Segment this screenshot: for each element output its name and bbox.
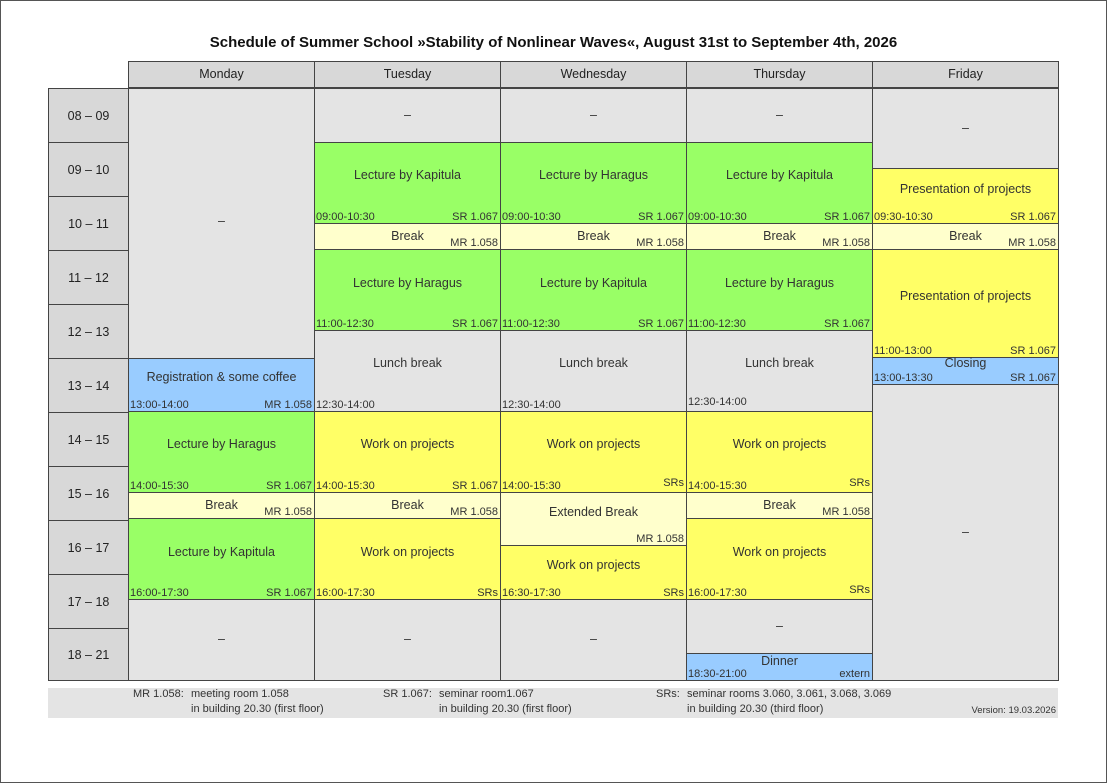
event-title: Lecture by Kapitula	[167, 545, 275, 559]
time-slot: 12 – 13	[48, 304, 129, 359]
event-wednesday-extended-break	[500, 492, 687, 546]
event-thursday-projects	[686, 411, 873, 493]
event-friday-free	[872, 88, 1059, 169]
event-room: MR 1.058	[636, 237, 684, 249]
event-room: SRs	[477, 587, 498, 599]
legend-mr-code: MR 1.058:	[133, 688, 184, 700]
event-title: Lecture by Haragus	[352, 276, 463, 290]
event-title: Work on projects	[732, 545, 827, 559]
event-title: Work on projects	[360, 545, 455, 559]
legend-srs-line1: seminar rooms 3.060, 3.061, 3.068, 3.069	[687, 688, 892, 700]
event-time: 16:00-17:30	[130, 587, 189, 599]
event-room: SR 1.067	[638, 318, 684, 330]
event-title: –	[590, 632, 597, 646]
event-room: SRs	[849, 477, 870, 489]
event-title: Break	[205, 498, 238, 512]
event-time: 14:00-15:30	[688, 480, 747, 492]
event-friday-presentation-late	[872, 249, 1059, 358]
event-title: Lecture by Kapitula	[353, 168, 461, 182]
event-tuesday-evening	[314, 599, 501, 681]
event-tuesday-lunch	[314, 330, 501, 412]
event-title: Break	[763, 229, 796, 243]
event-room: MR 1.058	[822, 506, 870, 518]
event-room: SR 1.067	[1010, 211, 1056, 223]
event-title: Registration & some coffee	[146, 370, 297, 384]
time-slot: 18 – 21	[48, 628, 129, 681]
event-monday-evening	[128, 599, 315, 681]
event-time: 11:00-12:30	[502, 318, 560, 330]
event-time: 09:00-10:30	[502, 211, 561, 223]
event-monday-lecture-haragus	[128, 411, 315, 493]
event-title: Break	[763, 498, 796, 512]
event-room: MR 1.058	[264, 399, 312, 411]
event-title: –	[776, 108, 783, 122]
event-tuesday-lecture-kapitula	[314, 142, 501, 224]
event-title: Break	[391, 229, 424, 243]
event-room: SR 1.067	[824, 211, 870, 223]
event-thursday-break-afternoon	[686, 492, 873, 519]
event-title: –	[590, 108, 597, 122]
legend-srs-code: SRs:	[656, 688, 680, 700]
event-title: –	[218, 214, 225, 228]
event-title: Closing	[944, 356, 987, 370]
day-header-wednesday: Wednesday	[500, 61, 687, 88]
event-room: MR 1.058	[636, 533, 684, 545]
event-room: SR 1.067	[452, 318, 498, 330]
event-title: Lecture by Haragus	[166, 437, 277, 451]
time-slot: 11 – 12	[48, 250, 129, 305]
event-wednesday-projects	[500, 411, 687, 493]
event-wednesday-lecture-kapitula	[500, 249, 687, 331]
time-slot: 13 – 14	[48, 358, 129, 413]
event-title: Break	[391, 498, 424, 512]
event-wednesday-lecture-haragus	[500, 142, 687, 224]
event-wednesday-projects-late	[500, 545, 687, 600]
event-time: 14:00-15:30	[316, 480, 375, 492]
time-slot: 14 – 15	[48, 412, 129, 467]
event-wednesday-evening	[500, 599, 687, 681]
day-header-tuesday: Tuesday	[314, 61, 501, 88]
event-title: Break	[949, 229, 982, 243]
event-room: MR 1.058	[264, 506, 312, 518]
event-friday-afternoon	[872, 384, 1059, 681]
event-title: Lecture by Haragus	[724, 276, 835, 290]
event-monday-break	[128, 492, 315, 519]
event-title: Work on projects	[546, 437, 641, 451]
event-title: Break	[577, 229, 610, 243]
event-friday-closing	[872, 357, 1059, 385]
event-title: Work on projects	[360, 437, 455, 451]
event-thursday-lecture-haragus	[686, 249, 873, 331]
event-time: 16:00-17:30	[688, 587, 747, 599]
event-room: SR 1.067	[1010, 345, 1056, 357]
event-room: SR 1.067	[638, 211, 684, 223]
event-monday-lecture-kapitula	[128, 518, 315, 600]
event-time: 09:00-10:30	[688, 211, 747, 223]
event-monday-registration	[128, 358, 315, 412]
event-wednesday-lunch	[500, 330, 687, 412]
time-slot: 09 – 10	[48, 142, 129, 197]
event-title: Extended Break	[549, 505, 638, 519]
event-tuesday-free	[314, 88, 501, 143]
event-room: MR 1.058	[450, 506, 498, 518]
event-tuesday-break	[314, 223, 501, 250]
event-thursday-free	[686, 88, 873, 143]
event-friday-break	[872, 223, 1059, 250]
event-title: –	[218, 632, 225, 646]
page-title: Schedule of Summer School »Stability of Nonlinear Waves«, August 31st to September 4th, 2026	[209, 34, 898, 51]
event-thursday-lecture-kapitula	[686, 142, 873, 224]
event-tuesday-projects	[314, 411, 501, 493]
event-title: Work on projects	[732, 437, 827, 451]
event-title: –	[404, 632, 411, 646]
event-title: Lecture by Haragus	[538, 168, 649, 182]
event-time: 14:00-15:30	[502, 480, 561, 492]
legend-footer	[48, 688, 1058, 718]
legend-mr-line2: in building 20.30 (first floor)	[191, 703, 324, 715]
event-time: 13:00-13:30	[874, 372, 933, 384]
event-room: SRs	[663, 587, 684, 599]
event-friday-presentation	[872, 168, 1059, 224]
time-slot: 15 – 16	[48, 466, 129, 521]
version-label: Version: 19.03.2026	[971, 705, 1056, 716]
legend-srs-line2: in building 20.30 (third floor)	[687, 703, 824, 715]
event-time: 14:00-15:30	[130, 480, 189, 492]
event-room: SR 1.067	[266, 587, 312, 599]
event-time: 12:30-14:00	[688, 396, 747, 408]
event-title: –	[962, 121, 969, 135]
event-title: –	[776, 619, 783, 633]
event-thursday-break	[686, 223, 873, 250]
event-time: 09:30-10:30	[874, 211, 933, 223]
time-slot: 17 – 18	[48, 574, 129, 629]
event-room: MR 1.058	[450, 237, 498, 249]
event-time: 09:00-10:30	[316, 211, 375, 223]
time-slot: 10 – 11	[48, 196, 129, 251]
event-thursday-evening	[686, 599, 873, 654]
event-room: SRs	[849, 584, 870, 596]
time-slot: 08 – 09	[48, 88, 129, 143]
event-title: –	[404, 108, 411, 122]
day-header-monday: Monday	[128, 61, 315, 88]
event-time: 18:30-21:00	[688, 668, 747, 680]
event-title: Lunch break	[745, 356, 814, 370]
event-room: SR 1.067	[1010, 372, 1056, 384]
event-title: Presentation of projects	[899, 182, 1032, 196]
legend-sr-line2: in building 20.30 (first floor)	[439, 703, 572, 715]
event-tuesday-projects-late	[314, 518, 501, 600]
event-title: Lecture by Kapitula	[539, 276, 647, 290]
event-tuesday-break-afternoon	[314, 492, 501, 519]
event-wednesday-free	[500, 88, 687, 143]
event-wednesday-break	[500, 223, 687, 250]
event-time: 11:00-12:30	[316, 318, 374, 330]
event-tuesday-lecture-haragus	[314, 249, 501, 331]
day-header-thursday: Thursday	[686, 61, 873, 88]
event-time: 11:00-12:30	[688, 318, 746, 330]
event-monday-free	[128, 88, 315, 359]
event-room: MR 1.058	[1008, 237, 1056, 249]
event-thursday-dinner	[686, 653, 873, 681]
legend-sr-line1: seminar room1.067	[439, 688, 534, 700]
event-time: 16:30-17:30	[502, 587, 561, 599]
event-title: Lunch break	[373, 356, 442, 370]
event-title: –	[962, 525, 969, 539]
legend-sr-code: SR 1.067:	[383, 688, 432, 700]
event-title: Lecture by Kapitula	[725, 168, 833, 182]
event-room: SR 1.067	[452, 480, 498, 492]
event-title: Work on projects	[546, 558, 641, 572]
event-room: extern	[839, 668, 870, 680]
event-time: 12:30-14:00	[502, 399, 561, 411]
event-time: 12:30-14:00	[316, 399, 375, 411]
day-header-friday: Friday	[872, 61, 1059, 88]
event-room: MR 1.058	[822, 237, 870, 249]
event-title: Presentation of projects	[899, 289, 1032, 303]
event-room: SR 1.067	[452, 211, 498, 223]
event-room: SRs	[663, 477, 684, 489]
event-time: 13:00-14:00	[130, 399, 189, 411]
event-time: 16:00-17:30	[316, 587, 375, 599]
legend-mr-line1: meeting room 1.058	[191, 688, 289, 700]
time-slot: 16 – 17	[48, 520, 129, 575]
event-time: 11:00-13:00	[874, 345, 932, 357]
event-title: Dinner	[761, 654, 798, 668]
event-thursday-projects-late	[686, 518, 873, 600]
event-room: SR 1.067	[824, 318, 870, 330]
event-title: Lunch break	[559, 356, 628, 370]
event-room: SR 1.067	[266, 480, 312, 492]
event-thursday-lunch	[686, 330, 873, 412]
